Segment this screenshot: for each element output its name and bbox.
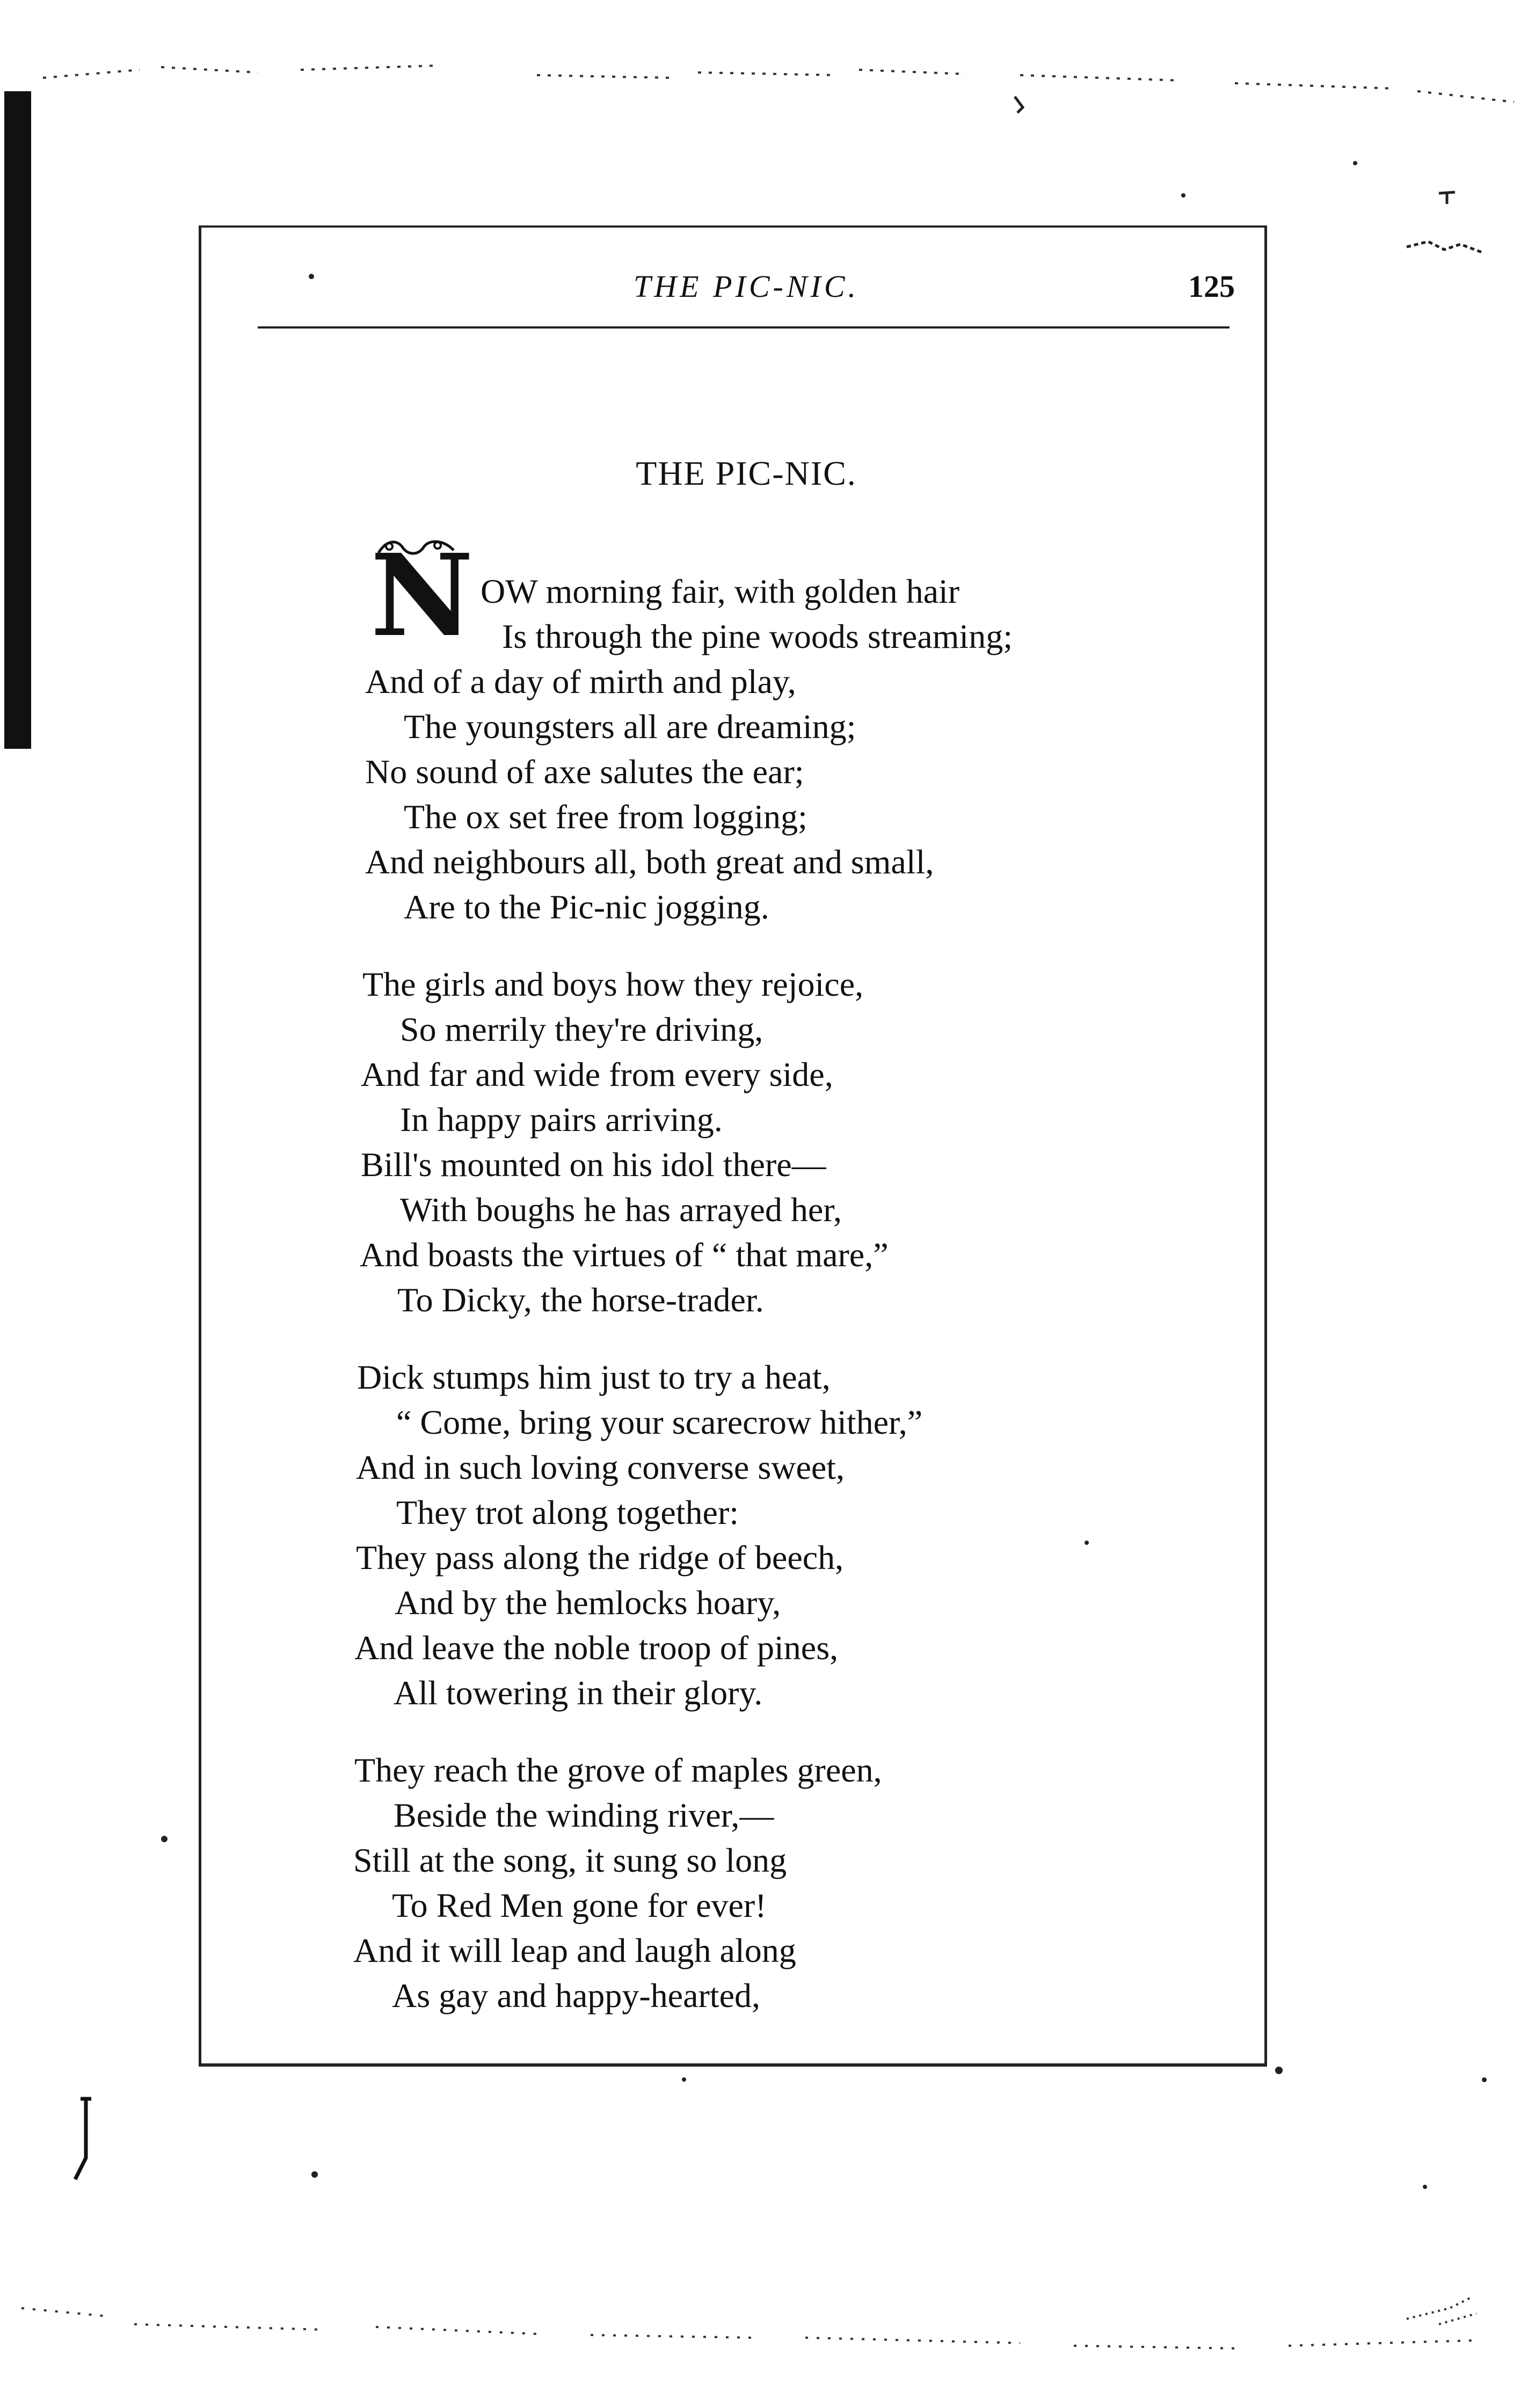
header-rule xyxy=(258,326,1230,329)
poem-line: To Red Men gone for ever! xyxy=(392,1886,767,1924)
binding-shadow xyxy=(4,91,31,749)
scan-speck xyxy=(1482,2077,1487,2082)
poem-line: All towering in their glory. xyxy=(394,1674,763,1712)
poem-line: And leave the noble troop of pines, xyxy=(354,1629,839,1667)
poem-line: To Dicky, the horse-trader. xyxy=(397,1281,764,1319)
poem-line: They pass along the ridge of beech, xyxy=(356,1538,844,1577)
scan-speck xyxy=(1353,161,1357,165)
scan-speck xyxy=(309,274,314,279)
poem-line: And far and wide from every side, xyxy=(361,1055,833,1093)
poem-line: And neighbours all, both great and small, xyxy=(365,843,934,881)
poem-line: Dick stumps him just to try a heat, xyxy=(357,1358,831,1396)
scan-mark-icon xyxy=(64,2093,107,2190)
poem-line: Still at the song, it sung so long xyxy=(353,1841,787,1879)
scan-speck xyxy=(1423,2185,1427,2189)
poem-line: So merrily they're driving, xyxy=(400,1010,763,1048)
poem-line: And of a day of mirth and play, xyxy=(365,662,796,700)
poem-line: The girls and boys how they rejoice, xyxy=(362,965,864,1003)
poem-line: Bill's mounted on his idol there— xyxy=(361,1145,826,1184)
poem-line: They reach the grove of maples green, xyxy=(354,1751,882,1789)
scan-speck xyxy=(311,2171,318,2178)
poem-line: “ Come, bring your scarecrow hither,” xyxy=(396,1403,923,1441)
scan-speck xyxy=(1181,193,1185,198)
edge-marks xyxy=(1396,183,1514,268)
poem-line: OW morning fair, with golden hair xyxy=(481,572,960,610)
poem-line: No sound of axe salutes the ear; xyxy=(365,753,804,791)
poem-title: THE PIC-NIC. xyxy=(636,454,857,492)
poem-line: They trot along together: xyxy=(396,1493,739,1531)
bottom-edge-noise xyxy=(0,2287,1535,2373)
poem-line: And by the hemlocks hoary, xyxy=(395,1584,781,1622)
poem-line: The youngsters all are dreaming; xyxy=(404,707,856,746)
poem-line: Are to the Pic-nic jogging. xyxy=(404,888,769,926)
poem-line: As gay and happy-hearted, xyxy=(392,1976,760,2015)
top-edge-noise xyxy=(0,32,1535,118)
poem-line: And in such loving converse sweet, xyxy=(356,1448,845,1486)
scan-speck xyxy=(161,1836,168,1842)
poem-line: And boasts the virtues of “ that mare,” xyxy=(360,1236,889,1274)
poem-line: The ox set free from logging; xyxy=(404,798,807,836)
drop-cap: N xyxy=(370,529,474,662)
page-number: 125 xyxy=(1188,269,1235,304)
poem-line: Beside the winding river,— xyxy=(394,1796,774,1834)
scan-speck xyxy=(1275,2067,1283,2074)
running-title: THE PIC-NIC. xyxy=(634,269,859,304)
poem-line: With boughs he has arrayed her, xyxy=(400,1191,842,1229)
scan-speck xyxy=(682,2077,686,2082)
poem-line: In happy pairs arriving. xyxy=(400,1100,723,1139)
poem-line: Is through the pine woods streaming; xyxy=(502,617,1013,655)
poem-line: And it will leap and laugh along xyxy=(353,1931,796,1969)
scan-speck xyxy=(1085,1541,1089,1545)
